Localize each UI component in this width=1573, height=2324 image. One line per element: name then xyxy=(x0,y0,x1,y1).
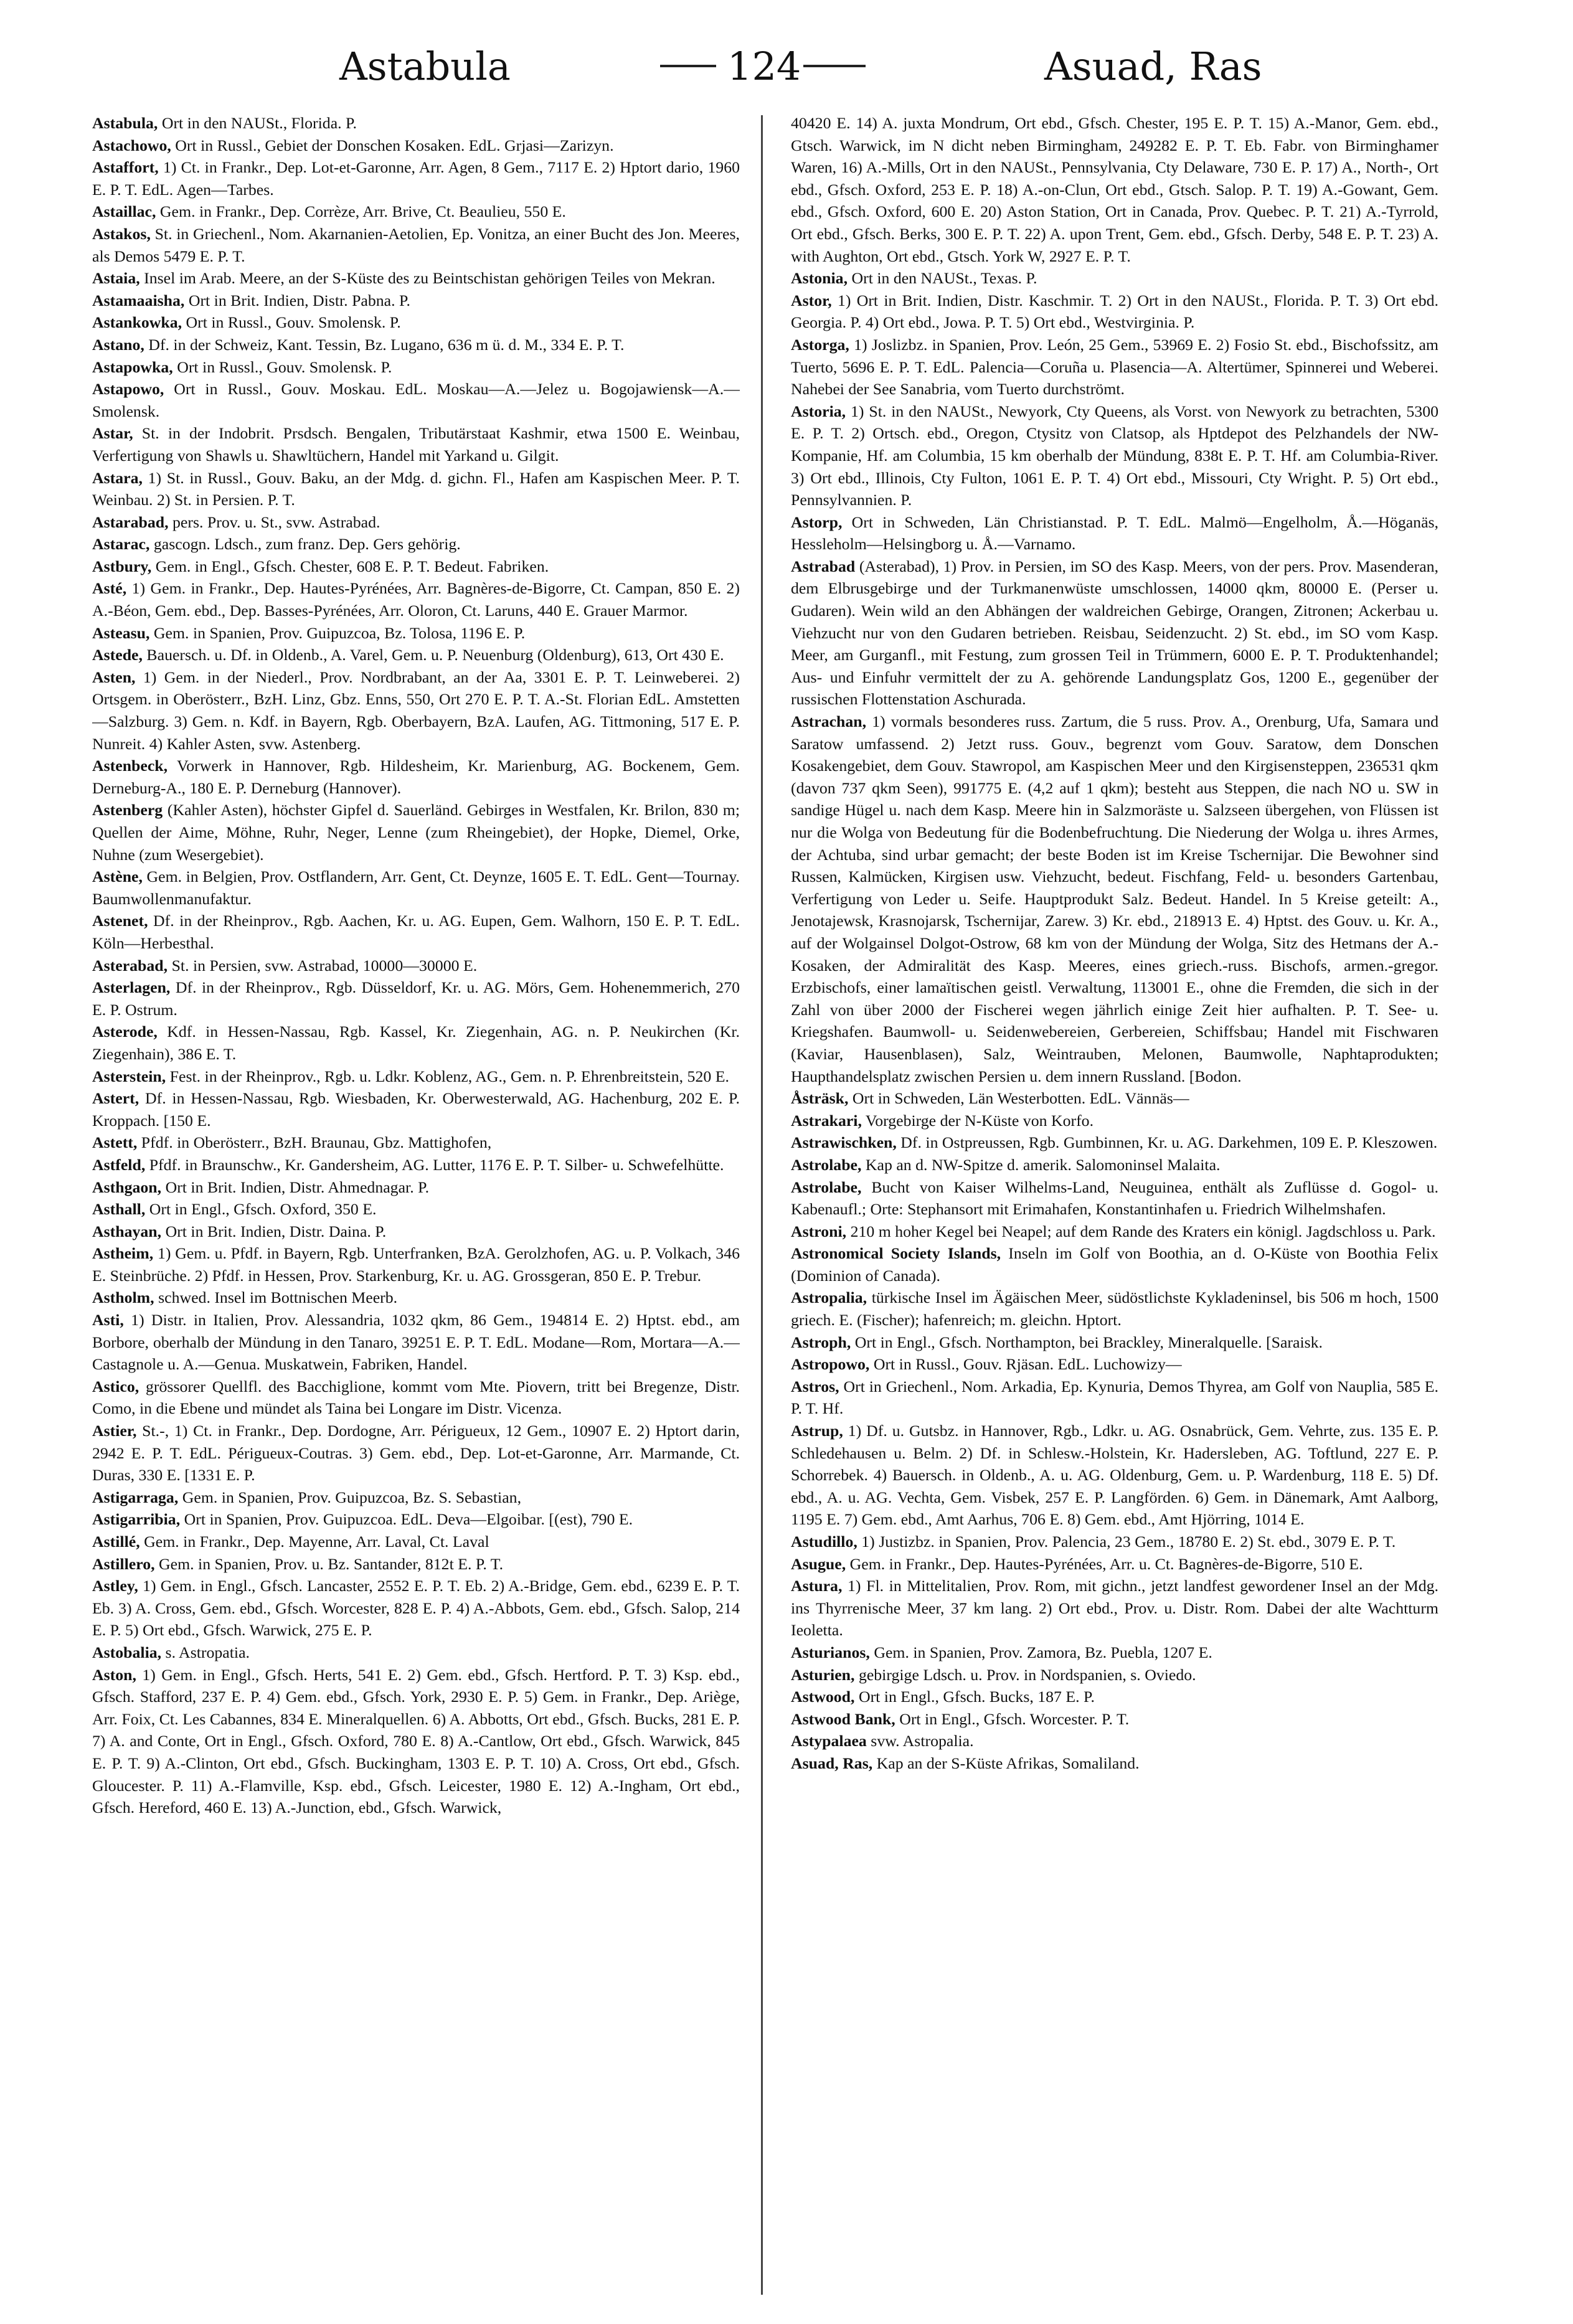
entry-headword: Asthgaon, xyxy=(92,1178,162,1196)
dictionary-entry xyxy=(92,1287,740,1309)
entry-headword: Asturien, xyxy=(791,1665,855,1684)
dictionary-entry xyxy=(92,1575,740,1641)
entry-headword: Asterstein, xyxy=(92,1067,166,1085)
dictionary-entry xyxy=(92,201,740,223)
dictionary-entry xyxy=(92,223,740,267)
entry-text: 1) Distr. in Italien, Prov. Alessandria, 1032 qkm, 86 Gem., 194814 E. 2) Hptst. ebd., am Borbore, oberhalb der Mündung in den Tanaro, 39251 E. P. T. EdL. Modane—Rom, Mortara—A.—Castagnole u. A.—Genua. Muskatwein, Fabriken, Handel. xyxy=(92,1311,740,1374)
entry-text: Ort in Griechenl., Nom. Arkadia, Ep. Kynuria, Demos Thyrea, am Golf von Nauplia, 585 E. P. T. Hf. xyxy=(791,1377,1438,1418)
entry-text: Gem. in Spanien, Prov. Guipuzcoa, Bz. Tolosa, 1196 E. P. xyxy=(153,623,526,642)
entry-text: Ort in Engl., Gfsch. Bucks, 187 E. P. xyxy=(858,1688,1095,1706)
entry-text: 1) Gem. in Frankr., Dep. Hautes-Pyrénées, Arr. Bagnères-de-Bigorre, Ct. Campan, 850 E. 2) A.-Béon, Gem. ebd., Dep. Basses-Pyrénées, Arr. Oloron, Ct. Laruns, 440 E. Grauer Marmor. xyxy=(92,579,740,620)
entry-text: Df. in der Schweiz, Kant. Tessin, Bz. Lugano, 636 m ü. d. M., 334 E. P. T. xyxy=(148,335,625,354)
entry-text: 1) Justizbz. in Spanien, Prov. Palencia, 23 Gem., 18780 E. 2) St. ebd., 3079 E. P. T. xyxy=(861,1533,1396,1551)
entry-headword: Astropalia, xyxy=(791,1288,867,1307)
dictionary-entry xyxy=(92,1198,740,1221)
entry-text: svw. Astropalia. xyxy=(871,1732,974,1750)
entry-headword: Astier, xyxy=(92,1422,137,1440)
entry-headword: Astenet, xyxy=(92,912,148,930)
dictionary-entry xyxy=(92,866,740,910)
entry-headword: Astarac, xyxy=(92,535,150,554)
dictionary-entry xyxy=(92,799,740,866)
entry-headword: Astrup, xyxy=(791,1422,843,1440)
entry-headword: Astaffort, xyxy=(92,158,159,177)
dictionary-entry xyxy=(92,555,740,578)
entry-text: Gem. in Frankr., Dep. Corrèze, Arr. Brive, Ct. Beaulieu, 550 E. xyxy=(159,202,566,221)
entry-headword: Astrolabe, xyxy=(791,1178,862,1196)
entry-headword: Astrolabe, xyxy=(791,1155,862,1174)
entry-headword: Astorp, xyxy=(791,513,843,531)
entry-text: Ort in den NAUSt., Florida. P. xyxy=(161,114,357,132)
left-headword: Astabula xyxy=(339,44,511,89)
entry-headword: Asugue, xyxy=(791,1554,846,1573)
entry-headword: Astamaaisha, xyxy=(92,291,185,309)
entry-headword: Astronomical Society Islands, xyxy=(791,1244,1001,1263)
entry-text: Gem. in Spanien, Prov. u. Bz. Santander, 812t E. P. T. xyxy=(159,1554,504,1573)
column-divider xyxy=(761,115,763,2295)
entry-headword: Astico, xyxy=(92,1377,139,1396)
entry-text: Vorgebirge der N-Küste von Korfo. xyxy=(865,1111,1094,1130)
entry-headword: Astenberg xyxy=(92,801,163,820)
dictionary-entry xyxy=(92,755,740,799)
entry-text: Ort in Schweden, Län Christianstad. P. T. EdL. Malmö—Engelholm, Å.—Höganäs, Hessleholm—Helsingborg u. Å.—Varnamo. xyxy=(791,513,1438,554)
dictionary-entry xyxy=(92,1486,740,1509)
entry-headword: Asterode, xyxy=(92,1023,158,1041)
entry-headword: Astrabad xyxy=(791,557,856,575)
dictionary-entry xyxy=(92,267,740,290)
entry-text: Ort in Spanien, Prov. Guipuzcoa. EdL. Deva—Elgoibar. [(est), 790 E. xyxy=(184,1510,633,1529)
entry-text: Gem. in Spanien, Prov. Guipuzcoa, Bz. S. Sebastian, xyxy=(182,1488,522,1506)
entry-headword: Astaillac, xyxy=(92,202,156,221)
dictionary-entry xyxy=(92,334,740,356)
entry-text: Pfdf. in Braunschw., Kr. Gandersheim, AG. Lutter, 1176 E. P. T. Silber- u. Schwefelhütte. xyxy=(149,1155,724,1174)
dictionary-entry xyxy=(791,400,1438,511)
dictionary-entry xyxy=(92,511,740,534)
dictionary-entry xyxy=(791,267,1438,290)
entry-text: Kap an d. NW-Spitze d. amerik. Salomoninsel Malaita. xyxy=(865,1155,1221,1174)
entry-text: (Kahler Asten), höchster Gipfel d. Sauerländ. Gebirges in Westfalen, Kr. Brilon, 830 m; Quellen der Aime, Möhne, Ruhr, Neger, Lenne (zum Rheingebiet), der Hopke, Diemel, Orke, Nuhne (zum Wesergebiet). xyxy=(92,801,740,864)
entry-headword: Astonia, xyxy=(791,269,848,288)
dictionary-entry xyxy=(791,1553,1438,1575)
entry-headword: Astros, xyxy=(791,1377,839,1396)
entry-text: 1) Gem. in Engl., Gfsch. Lancaster, 2552 E. P. T. Eb. 2) A.-Bridge, Gem. ebd., 6239 E. P. T. Eb. 3) A. Cross, Gem. ebd., Gfsch. Worcester, 828 E. P. 4) A.-Abbots, Gem. ebd., Gfsch. Salop, 214 E. P. 5) Ort ebd., Gfsch. Warwick, 275 E. P. xyxy=(92,1577,740,1640)
entry-headword: Astwood Bank, xyxy=(791,1709,895,1728)
dictionary-entry xyxy=(92,1242,740,1287)
entry-headword: Astudillo, xyxy=(791,1533,857,1551)
dictionary-entry xyxy=(791,290,1438,334)
entry-text: St. in Persien, svw. Astrabad, 10000—30000 E. xyxy=(171,956,478,975)
dictionary-entry xyxy=(92,666,740,755)
entry-headword: Asti, xyxy=(92,1311,124,1330)
dictionary-entry xyxy=(791,334,1438,400)
dictionary-entry xyxy=(791,1131,1438,1154)
entry-text: Ort in Engl., Gfsch. Worcester. P. T. xyxy=(899,1709,1130,1728)
entry-headword: Astfeld, xyxy=(92,1155,146,1174)
entry-headword: Asterlagen, xyxy=(92,978,171,997)
entry-text: 1) Ct. in Frankr., Dep. Lot-et-Garonne, Arr. Agen, 8 Gem., 7117 E. 2) Hptort dario, 1960 E. P. T. EdL. Agen—Tarbes. xyxy=(92,158,740,199)
entry-text: 40420 E. 14) A. juxta Mondrum, Ort ebd., Gfsch. Chester, 195 E. P. T. 15) A.-Manor, Gem. ebd., Gtsch. Warwick, im N dicht neben Birmingham, 249282 E. P. T. Eb. Fabr. von Birminghamer Waren, 16) A.-Mills, Ort in den NAUSt., Pennsylvania, Cty Delaware, 730 E. P. 17) A., North-, Ort ebd., Gfsch. Oxford, 253 E. P. 18) A.-on-Clun, Ort ebd., Gtsch. Salop. P. T. 19) A.-Gowant, Gem. ebd., Gfsch. Oxford, 600 E. 20) Aston Station, Ort in Canada, Prov. Quebec. P. T. 21) A.-Tyrrold, Ort ebd., Gfsch. Berks, 300 E. P. T. 22) A. upon Trent, Gem. ebd., Gfsch. Derby, 548 E. P. T. 23) A. with Aughton, Ort ebd., Gtsch. York W, 2927 E. P. T. xyxy=(791,114,1438,265)
dictionary-entry xyxy=(92,1420,740,1486)
entry-text: Kdf. in Hessen-Nassau, Rgb. Kassel, Kr. Ziegenhain, AG. n. P. Neukirchen (Kr. Ziegenhain), 386 E. T. xyxy=(92,1023,740,1063)
entry-text: Gem. in Spanien, Prov. Zamora, Bz. Puebla, 1207 E. xyxy=(874,1643,1212,1661)
dictionary-entry xyxy=(791,511,1438,555)
entry-headword: Astor, xyxy=(791,291,832,309)
header-dash-left xyxy=(660,65,716,67)
dictionary-entry xyxy=(791,1154,1438,1176)
dictionary-entry xyxy=(92,910,740,954)
entry-text: Ort in Russl., Gouv. Moskau. EdL. Moskau—A.—Jelez u. Bogojawiensk—A.—Smolensk. xyxy=(92,380,740,420)
entry-headword: Astara, xyxy=(92,468,143,487)
running-header xyxy=(0,37,1573,93)
entry-text: St.-, 1) Ct. in Frankr., Dep. Dordogne, Arr. Périgueux, 12 Gem., 10907 E. 2) Hptort darin, 2942 E. P. T. EdL. Périgueux-Coutras. 3) Gem. ebd., Dep. Lot-et-Garonne, Arr. Marmande, Ct. Duras, 330 E. [1331 E. P. xyxy=(92,1422,740,1485)
entry-text: Gem. in Frankr., Dep. Mayenne, Arr. Laval, Ct. Laval xyxy=(144,1533,489,1551)
entry-headword: Astropowo, xyxy=(791,1355,870,1374)
dictionary-entry xyxy=(92,356,740,379)
entry-text: Ort in Russl., Gouv. Smolensk. P. xyxy=(177,357,392,376)
dictionary-entry xyxy=(791,1376,1438,1420)
entry-headword: Astwood, xyxy=(791,1688,855,1706)
dictionary-entry xyxy=(92,1131,740,1154)
entry-text: schwed. Insel im Bottnischen Meerb. xyxy=(158,1288,398,1307)
entry-text: Df. in Hessen-Nassau, Rgb. Wiesbaden, Kr. Oberwesterwald, AG. Hachenburg, 202 E. P. Kroppach. [150 E. xyxy=(92,1089,740,1130)
entry-text: 1) St. in den NAUSt., Newyork, Cty Queens, als Vorst. von Newyork zu betrachten, 5300 E. P. T. 2) Ortsch. ebd., Oregon, Ctysitz von Clatsop, als Hptdepot des Pelzhandels der NW-Kompanie, Hf. am Columbia, 15 km oberhalb der Mündung, 838t E. P. T. Hf. am Columbia-River. 3) Ort ebd., Illinois, Cty Fulton, 1061 E. P. T. 4) Ort ebd., Missouri, Cty Wright. P. 5) Ort ebd., Pennsylvannien. P. xyxy=(791,402,1438,509)
entry-text: gascogn. Ldsch., zum franz. Dep. Gers gehörig. xyxy=(153,535,461,554)
dictionary-entry xyxy=(791,711,1438,1087)
dictionary-entry xyxy=(791,1420,1438,1531)
dictionary-entry xyxy=(791,1752,1438,1775)
dictionary-entry xyxy=(92,156,740,201)
entry-text: St. in der Indobrit. Prsdsch. Bengalen, Tributärstaat Kashmir, etwa 1500 E. Weinbau, Verfertigung von Shawls u. Shawltüchern, Handel mit Yarkand u. Gilgit. xyxy=(92,424,740,465)
entry-headword: Astoria, xyxy=(791,402,846,420)
entry-text: Ort in Russl., Gouv. Rjäsan. EdL. Luchowizy— xyxy=(873,1355,1182,1374)
dictionary-entry xyxy=(791,1641,1438,1664)
entry-headword: Astillero, xyxy=(92,1554,155,1573)
entry-text: 1) Gem. in Engl., Gfsch. Herts, 541 E. 2) Gem. ebd., Gfsch. Hertford. P. T. 3) Ksp. ebd., Gfsch. Stafford, 237 E. P. 4) Gem. ebd., Gfsch. York, 2930 E. P. 5) Gem. in Frankr., Dep. Ariège, Arr. Foix, Ct. Les Cabannes, 834 E. Mineralquellen. 6) A. Abbotts, Ort ebd., Gfsch. Bucks, 281 E. P. 7) A. and Conte, Ort in Engl., Gfsch. Oxford, 780 E. 8) A.-Cantlow, Ort ebd., Gfsch. Warwick, 845 E. P. T. 9) A.-Clinton, Ort ebd., Gfsch. Buckingham, 1303 E. P. T. 10) A. Cross, Ort ebd., Gfsch. Gloucester. P. 11) A.-Flamville, Ksp. ebd., Gfsch. Leicester, 1980 E. 12) A.-Ingham, Ort ebd., Gfsch. Hereford, 460 E. 13) A.-Junction, ebd., Gfsch. Warwick, xyxy=(92,1665,740,1817)
entry-text: (Asterabad), 1) Prov. in Persien, im SO des Kasp. Meers, von der pers. Prov. Masenderan, dem Elbrusgebirge und der Turkmanenwüste umschlossen, 14000 qkm, 80000 E. (Perser u. Gudaren). Wein wild an den Abhängen der waldreichen Gebirge, Orangen, Zitronen; Ackerbau u. Viehzucht nur von den Gudaren betrieben. Reisbau, Seidenzucht. 2) St. ebd., im SO vom Kasp. Meer, am Gurganfl., mit Festung, zum grossen Teil in Trümmern, 6000 E. P. T. Produktenhandel; Aus- und Einfuhr vermittelt der zu A. gehörende Landungsplatz Gos, 1200 E., gegenüber der russischen Flottenstation Aschurada. xyxy=(791,557,1438,709)
entry-text: Insel im Arab. Meere, an der S-Küste des zu Beintschistan gehörigen Teiles von Mekran. xyxy=(144,269,716,288)
entry-text: Df. in der Rheinprov., Rgb. Aachen, Kr. u. AG. Eupen, Gem. Walhorn, 150 E. P. T. EdL. Köln—Herbesthal. xyxy=(92,912,740,952)
dictionary-entry xyxy=(791,1287,1438,1331)
entry-headword: Asuad, Ras, xyxy=(791,1754,873,1772)
entry-text: 1) Df. u. Gutsbz. in Hannover, Rgb., Ldkr. u. AG. Osnabrück, Gem. Vehrte, zus. 135 E. P. Schledehausen u. Belm. 2) Df. in Schlesw.-Holstein, Kr. Hadersleben, AG. Toftlund, 227 E. P. Schorrebek. 4) Bauersch. in Oldenb., A. u. AG. Oldenburg, Gem. u. P. Wardenburg, 118 E. 5) Df. ebd., A. u. AG. Vechta, Gem. Visbek, 257 E. P. Langförden. 6) Gem. in Dänemark, Amt Aalborg, 1195 E. 7) Gem. ebd., Amt Aarhus, 706 E. 8) Gem. ebd., Amt Hjörring, 1014 E. xyxy=(791,1422,1438,1529)
dictionary-entry xyxy=(92,1664,740,1819)
dictionary-entry xyxy=(92,378,740,422)
entry-headword: Astillé, xyxy=(92,1533,140,1551)
entry-headword: Astaia, xyxy=(92,269,140,288)
dictionary-entry xyxy=(791,1221,1438,1243)
entry-text: Ort in den NAUSt., Texas. P. xyxy=(851,269,1037,288)
entry-text: Gem. in Frankr., Dep. Hautes-Pyrénées, Arr. u. Ct. Bagnères-de-Bigorre, 510 E. xyxy=(849,1554,1363,1573)
dictionary-entry xyxy=(92,1154,740,1176)
entry-headword: Astigarraga, xyxy=(92,1488,179,1506)
entry-headword: Astabula, xyxy=(92,114,158,132)
entry-headword: Astheim, xyxy=(92,1244,154,1263)
entry-text: Df. in der Rheinprov., Rgb. Düsseldorf, Kr. u. AG. Mörs, Gem. Hohenemmerich, 270 E. P. Ostrum. xyxy=(92,978,740,1019)
dictionary-entry xyxy=(791,1331,1438,1354)
dictionary-entry xyxy=(791,1664,1438,1686)
entry-headword: Astroph, xyxy=(791,1333,851,1351)
entry-text: türkische Insel im Ägäischen Meer, südöstlichste Kykladeninsel, bis 506 m hoch, 1500 griech. E. (Fischer); hafenreich; m. gleichn. Hptort. xyxy=(791,1288,1438,1330)
entry-text: 1) Joslizbz. in Spanien, Prov. León, 25 Gem., 53969 E. 2) Fosio St. ebd., Bischofssitz, am Tuerto, 5696 E. P. T. EdL. Palencia—Coruña u. Plasencia—A. Altertümer, Spinnerei und Weberei. Nahebei der See Sanabria, vom Tuerto durchströmt. xyxy=(791,335,1438,399)
dictionary-entry xyxy=(92,135,740,157)
entry-headword: Astène, xyxy=(92,867,143,886)
right-column xyxy=(791,112,1438,2304)
entry-text: Gem. in Engl., Gfsch. Chester, 608 E. P. T. Bedeut. Fabriken. xyxy=(155,557,549,575)
dictionary-entry xyxy=(92,1221,740,1243)
entry-headword: Aston, xyxy=(92,1665,136,1684)
entry-text: Ort in Brit. Indien, Distr. Pabna. P. xyxy=(188,291,410,309)
entry-headword: Astley, xyxy=(92,1577,138,1595)
entry-headword: Astano, xyxy=(92,335,144,354)
entry-text: Ort in Russl., Gouv. Smolensk. P. xyxy=(186,313,401,332)
dictionary-entry xyxy=(791,1575,1438,1641)
entry-text: 1) Fl. in Mittelitalien, Prov. Rom, mit gichn., jetzt landfest gewordener Insel an der Mdg. ins Thyrrenische Meer, 37 km lang. 2) Ort ebd., Prov. u. Distr. Rom. Dabei der alte Wachtturm Ieoletta. xyxy=(791,1577,1438,1640)
dictionary-entry xyxy=(791,1242,1438,1287)
entry-text: Inseln im Golf von Boothia, an d. O-Küste von Boothia Felix (Dominion of Canada). xyxy=(791,1244,1438,1285)
entry-headword: Astakos, xyxy=(92,224,151,243)
entry-text: Ort in Brit. Indien, Distr. Daina. P. xyxy=(165,1222,387,1240)
dictionary-entry xyxy=(92,1176,740,1199)
entry-text: grössorer Quellfl. des Bacchiglione, kommt vom Mte. Piovern, tritt bei Bregenze, Distr. Como, in die Ebene und mündet als Taina bei Longare im Distr. Vicenza. xyxy=(92,1377,740,1418)
entry-headword: Astbury, xyxy=(92,557,152,575)
dictionary-entry xyxy=(92,1508,740,1531)
page-number: 124 xyxy=(727,44,801,89)
entry-headword: Astholm, xyxy=(92,1288,154,1307)
dictionary-entry xyxy=(92,1021,740,1065)
left-column xyxy=(92,112,740,2304)
entry-headword: Astrakari, xyxy=(791,1111,862,1130)
entry-text: gebirgige Ldsch. u. Prov. in Nordspanien, s. Oviedo. xyxy=(858,1665,1196,1684)
entry-headword: Astarabad, xyxy=(92,513,169,531)
dictionary-entry xyxy=(92,1641,740,1664)
entry-headword: Astenbeck, xyxy=(92,757,168,775)
entry-text: 1) vormals besonderes russ. Zartum, die 5 russ. Prov. A., Orenburg, Ufa, Samara und Saratow umfassend. 2) Jetzt russ. Gouv., begrenzt vom Gouv. Saratow, dem Donschen Kosakengebiet, dem Gouv. Stawropol, am Kaspischen Meer und den Kirgisensteppen, 236531 qkm (davon 737 qkm Seen), 991775 E. (4,2 auf 1 qkm); besteht aus Steppen, die nach NO u. SW in sandige Hügel u. nach dem Kasp. Meere hin in Salzmoräste u. Salzseen übergehen, von Flüssen ist nur die Wolga von Bedeutung für die Bodenbefruchtung. Die Niederung der Wolga u. ihres Armes, der Achtuba, sind urbar gemacht; der beste Boden ist im Kreise Tschernijar. Die Bewohner sind Russen, Kalmücken, Kirgisen usw. Viehzucht, bedeut. Fischfang, Feld- u. besonders Gartenbau, Verfertigung von Leder u. Seife. Hauptprodukt Salz. Bedeut. Handel. In 5 Kreise geteilt: A., Jenotajewsk, Krasnojarsk, Tschernijar, Zarew. 3) Kr. ebd., 218913 E. 4) Hptst. des Gouv. u. Kr. A., auf der Wolgainsel Dolgot-Ostrow, 68 km von der Mündung der Wolga, Sitz des Hetmans der A.-Kosaken, der Admiralität des Kasp. Meeres, eines griech.-russ. Bischofs, armen.-gregor. Erzbischofs, einer lamaïtischen geistl. Verwaltung, 113001 E., ohne die Fremden, die sich in der Zahl von über 2000 der Fischerei wegen jährlich einige Zeit hier aufhalten. P. T. See- u. Kriegshafen. Baumwoll- u. Seidenwebereien, Gerbereien, Schiffsbau; Handel mit Fischwaren (Kaviar, Hausenblasen), Salz, Weintrauben, Melonen, Baumwolle, Naphtaprodukten; Haupthandelsplatz zwischen Persien u. dem innern Russland. [Bodon. xyxy=(791,712,1438,1085)
entry-headword: Astert, xyxy=(92,1089,139,1108)
dictionary-entry xyxy=(791,1531,1438,1553)
right-headword: Asuad, Ras xyxy=(1044,44,1262,89)
entry-headword: Astura, xyxy=(791,1577,843,1595)
dictionary-entry xyxy=(791,1353,1438,1376)
entry-text: Df. in Ostpreussen, Rgb. Gumbinnen, Kr. u. AG. Darkehmen, 109 E. P. Kleszowen. xyxy=(900,1133,1438,1152)
entry-headword: Asterabad, xyxy=(92,956,168,975)
entry-headword: Asté, xyxy=(92,579,127,598)
entry-headword: Astapowo, xyxy=(92,380,164,399)
entry-headword: Astorga, xyxy=(791,335,849,354)
entry-text: Ort in Engl., Gfsch. Northampton, bei Brackley, Mineralquelle. [Saraisk. xyxy=(854,1333,1323,1351)
entry-text: Ort in Brit. Indien, Distr. Ahmednagar. P. xyxy=(165,1178,430,1196)
dictionary-entry xyxy=(92,1531,740,1553)
entry-text: 1) Gem. u. Pfdf. in Bayern, Rgb. Unterfranken, BzA. Gerolzhofen, AG. u. P. Volkach, 346 E. Steinbrüche. 2) Pfdf. in Hessen, Prov. Starkenburg, Kr. u. AG. Grossgeran, 850 E. P. Trebur. xyxy=(92,1244,740,1285)
entry-text: 210 m hoher Kegel bei Neapel; auf dem Rande des Kraters ein königl. Jagdschloss u. Park. xyxy=(850,1222,1436,1240)
entry-headword: Astroni, xyxy=(791,1222,847,1240)
dictionary-entry xyxy=(791,112,1438,267)
entry-headword: Åsträsk, xyxy=(791,1089,849,1108)
entry-headword: Astrachan, xyxy=(791,712,867,731)
entry-text: s. Astropatia. xyxy=(165,1643,250,1661)
entry-text: Bucht von Kaiser Wilhelms-Land, Neuguinea, enthält als Zuflüsse d. Gogol- u. Kabenaufl.; Orte: Stephansort mit Erimahafen, Konstantinhafen u. Friedrich Wilhelmshafen. xyxy=(791,1178,1438,1219)
dictionary-entry xyxy=(92,955,740,977)
dictionary-entry xyxy=(92,577,740,621)
header-dash-right xyxy=(803,65,866,67)
entry-headword: Astobalia, xyxy=(92,1643,162,1661)
dictionary-entry xyxy=(92,1087,740,1131)
entry-headword: Asthall, xyxy=(92,1200,146,1219)
entry-text: Ort in Engl., Gfsch. Oxford, 350 E. xyxy=(149,1200,377,1219)
dictionary-entry xyxy=(92,112,740,135)
entry-headword: Asthayan, xyxy=(92,1222,162,1240)
dictionary-entry xyxy=(92,467,740,511)
entry-headword: Astigarribia, xyxy=(92,1510,181,1529)
dictionary-entry xyxy=(791,555,1438,711)
entry-headword: Astar, xyxy=(92,424,133,443)
entry-headword: Astypalaea xyxy=(791,1732,867,1750)
dictionary-entry xyxy=(92,311,740,334)
dictionary-entry xyxy=(92,1065,740,1088)
entry-text: Ort in Schweden, Län Westerbotten. EdL. Vännäs— xyxy=(852,1089,1189,1108)
dictionary-entry xyxy=(791,1176,1438,1221)
dictionary-entry xyxy=(791,1686,1438,1708)
entry-headword: Astankowka, xyxy=(92,313,182,332)
dictionary-entry xyxy=(791,1730,1438,1752)
dictionary-entry xyxy=(92,644,740,666)
entry-text: Kap an der S-Küste Afrikas, Somaliland. xyxy=(876,1754,1140,1772)
dictionary-entry xyxy=(791,1087,1438,1110)
entry-text: pers. Prov. u. St., svw. Astrabad. xyxy=(172,513,380,531)
dictionary-entry xyxy=(92,1309,740,1376)
dictionary-entry xyxy=(791,1708,1438,1731)
dictionary-entry xyxy=(92,1376,740,1420)
entry-text: Pfdf. in Oberösterr., BzH. Braunau, Gbz. Mattighofen, xyxy=(141,1133,492,1152)
entry-text: St. in Griechenl., Nom. Akarnanien-Aetolien, Ep. Vonitza, an einer Bucht des Jon. Meeres, als Demos 5479 E. P. T. xyxy=(92,224,740,265)
dictionary-entry xyxy=(92,533,740,555)
entry-headword: Asten, xyxy=(92,668,136,686)
entry-text: Vorwerk in Hannover, Rgb. Hildesheim, Kr. Marienburg, AG. Bockenem, Gem. Derneburg-A., 180 E. P. Derneburg (Hannover). xyxy=(92,757,740,797)
entry-text: Ort in Russl., Gebiet der Donschen Kosaken. EdL. Grjasi—Zarizyn. xyxy=(175,136,614,154)
dictionary-entry xyxy=(92,976,740,1021)
entry-text: 1) Gem. in der Niederl., Prov. Nordbrabant, an der Aa, 3301 E. P. T. Leinweberei. 2) Ortsgem. in Oberösterr., BzH. Linz, Gbz. Enns, 550, Ort 270 E. P. T. A.-St. Florian EdL. Amstetten—Salzburg. 3) Gem. n. Kdf. in Bayern, Rgb. Oberbayern, BzA. Laufen, AG. Tittmoning, 517 E. P. Nunreit. 4) Kahler Asten, svw. Astenberg. xyxy=(92,668,740,753)
dictionary-entry xyxy=(92,622,740,645)
entry-text: 1) Ort in Brit. Indien, Distr. Kaschmir. T. 2) Ort in den NAUSt., Florida. P. T. 3) Ort ebd. Georgia. P. 4) Ort ebd., Jowa. P. T. 5) Ort ebd., Westvirginia. P. xyxy=(791,291,1438,332)
dictionary-entry xyxy=(92,1553,740,1575)
dictionary-entry xyxy=(92,422,740,466)
dictionary-entry xyxy=(791,1110,1438,1132)
entry-headword: Astapowka, xyxy=(92,357,173,376)
entry-headword: Astachowo, xyxy=(92,136,171,154)
entry-headword: Astede, xyxy=(92,646,143,664)
dictionary-entry xyxy=(92,290,740,312)
entry-text: Fest. in der Rheinprov., Rgb. u. Ldkr. Koblenz, AG., Gem. n. P. Ehrenbreitstein, 520 E. xyxy=(169,1067,729,1085)
entry-text: 1) St. in Russl., Gouv. Baku, an der Mdg. d. gichn. Fl., Hafen am Kaspischen Meer. P. T. Weinbau. 2) St. in Persien. P. T. xyxy=(92,468,740,509)
entry-headword: Asteasu, xyxy=(92,623,150,642)
entry-text: Gem. in Belgien, Prov. Ostflandern, Arr. Gent, Ct. Deynze, 1605 E. T. EdL. Gent—Tournay. Baumwollenmanufaktur. xyxy=(92,867,740,908)
entry-headword: Astett, xyxy=(92,1133,138,1152)
entry-headword: Asturianos, xyxy=(791,1643,870,1661)
entry-headword: Astrawischken, xyxy=(791,1133,897,1152)
entry-text: Bauersch. u. Df. in Oldenb., A. Varel, Gem. u. P. Neuenburg (Oldenburg), 613, Ort 430 E. xyxy=(146,646,724,664)
